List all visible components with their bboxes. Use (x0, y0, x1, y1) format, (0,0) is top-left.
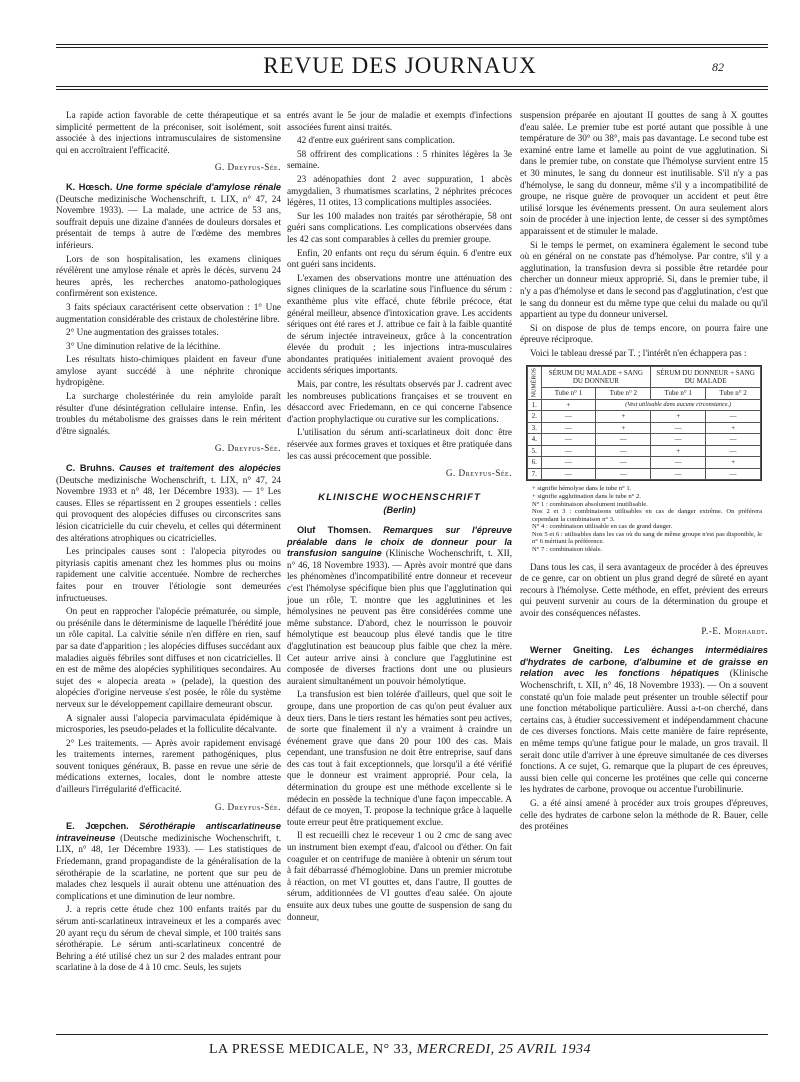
paragraph: Sur les 100 malades non traités par sérothérapie, 58 ont guéri sans complications. Les complications observées dans les 42 cas sont comparables à celles du premier groupe. (287, 210, 512, 244)
article-bruhns (56, 463, 281, 544)
paragraph: Les principales causes sont : l'alopecia pityrodes ou pityriasis capitis amenant chez les hommes plus ou moins rapidement une calvitie accentuée. Nombre de recherches faites pour en trouver l'étiologie sont demeurées infructueuses. (56, 546, 281, 603)
signature: G. Dreyfus-Sée. (214, 443, 281, 454)
footer-date: MERCREDI, 25 AVRIL 1934 (416, 1042, 592, 1057)
table-cell: + (706, 457, 761, 469)
article-reference: (Klinische Wochenschrift, t. XII, n° 46, 18 Novembre 1933). — Après avoir montré que dans les phénomènes d'incompatibilité entre donneur et receveur c'est l'hémolyse spécifique bien plus que l'agglutination qui joue un rôle, T. montre que les agglutinines et les hémolysines ne peuvent pas être considérées comme une même substance. D'abord, chez le nourrisson le pouvoir hémolytique est beaucoup plus élevé tandis que le titre d'agglutination est beaucoup plus faible que chez la mère. Cet auteur arrive ainsi à conclure que l'agglutinine est composée de diverses fractions dont une ou plusieurs auraient simultanément un pouvoir hémolytique. (287, 548, 512, 686)
paragraph: Dans tous les cas, il sera avantageux de procéder à des épreuves de ce genre, car on obtient un plus grand degré de sûreté en ayant recours à l'hémolyse. Cette méthode, en effet, prévient des erreurs qui peuvent survenir au cours de la détermination du groupe et avoir des conséquences néfastes. (520, 561, 768, 619)
column-3 (520, 110, 768, 835)
table-header-group-1: SÉRUM DU MALADE + SANG DU DONNEUR (541, 367, 651, 388)
header-rule-top (56, 44, 768, 45)
table-row (528, 399, 761, 411)
article-reference: (Deutsche medizinische Wochenschrift, t. LIX, n° 47, 24 Novembre 1933). — La malade, une actrice de 53 ans, souffrait depuis une dizaine d'années de douleurs dorsales et présentait de temps à autre de l'œdème des membres inférieurs. (56, 193, 281, 250)
legend-line: N° 7 : combinaison idéale. (532, 546, 603, 554)
table-cell: 2. (528, 411, 542, 423)
table-cell: — (651, 422, 706, 434)
article-gneiting (520, 645, 768, 796)
table-cell: — (706, 445, 761, 457)
table-cell: — (651, 434, 706, 446)
table-cell: + (596, 411, 651, 423)
table-cell: — (706, 468, 761, 480)
header-rule-top-2 (56, 47, 768, 48)
table-cell: + (706, 422, 761, 434)
table-cell: 1. (528, 399, 542, 411)
table-cell: — (541, 411, 596, 423)
table-cell: + (541, 399, 596, 411)
paragraph: La surcharge cholestérinée du rein amyloïde paraît résulter d'une désintégration cellulaire intense. Enfin, les troubles du métabolisme des graisses dans le rein méritent d'être signalés. (56, 391, 281, 436)
table-cell: — (706, 434, 761, 446)
table-row (528, 434, 761, 446)
footer-rule (56, 1034, 768, 1035)
paragraph: On peut en rapprocher l'alopécie prématurée, ou simple, ou présénile dans le déterminisme de laquelle l'hérédité joue un rôle capital. La calvitie sénile n'en diffère en rien, sauf par sa date d'apparition ; les alopécies diffuses succédant aux maladies aiguës fébriles sont diffuses et non cicatricielles. Il en est de même des alopécies syphilitiques secondaires. Au sujet des « alopecia areata » (pelade), la question des alopécies d'origine nerveuse s'est posée, le rôle du système nerveux sur le développement capillaire demeurant obscur. (56, 606, 281, 709)
table-row (528, 468, 761, 480)
paragraph: 42 d'entre eux guérirent sans complication. (297, 135, 455, 146)
table-cell: + (651, 411, 706, 423)
paragraph: Les résultats histo-chimiques plaident en faveur d'une amylose ayant succédé à une néphrite chronique hydropigène. (56, 354, 281, 388)
table-cell: 4. (528, 434, 542, 446)
table-row (528, 457, 761, 469)
paragraph: Il est recueilli chez le receveur 1 ou 2 cmc de sang avec un instrument bien exempt d'eau, d'alcool ou d'éther. On fait coaguler et on centrifuge de manière à obtenir un sérum tout à fait débarrassé d'hémoglobine. Dans un premier microtube à réaction, on met VI gouttes et, dans l'autre, II gouttes de sérum, additionnées de VI gouttes d'eau salée. On ajoute ensuite aux deux tubes une goutte de suspension de sang du donneur, (287, 830, 512, 922)
table-cell: 5. (528, 445, 542, 457)
article-reference: (Klinische Wochenschrift, t. XII, n° 46, 18 Novembre 1933). — On a souvent constaté qu'un foie malade peut présenter un trouble sélectif pour une fonction métabolique particulière. Aussi a-t-on cherché, dans certains cas, à étudier successivement et indépendamment chacune de ces diverses fonctions. Mais cette manière de faire représente, en même temps qu'une fatigue pour le malade, un gros travail. Il serait donc utile d'arriver à une épreuve simultanée de ces diverses fonctions. A ce sujet, G. remarque que la plupart de ces épreuves, aussi bien celle qui concerne les protéines que celle qui concerne les hydrates de carbone, provoque ou accentue l'urobilinurie. (520, 668, 768, 795)
legend-line: Nos 2 et 3 : combinaisons utilisables en cas de danger extrême. On préférera cependant la combinaison n° 3. (532, 508, 762, 523)
paragraph: La transfusion est bien tolérée d'ailleurs, quel que soit le groupe, dans une proportion de cas qu'on peut évaluer aux deux tiers. Dans le tiers restant les hématies sont peu actives, de sorte que finalement il n'y a vraiment à craindre un événement grave que dans 20 pour 100 des cas. Mais cependant, une transfusion ne doit être entreprise, sauf dans des cas tout à fait exceptionnels, que lorsqu'il a été vérifié que le donneur est vraiment approprié. Pour cela, la détermination du groupe est une méthode excellente si le médecin en possède la technique d'une façon impeccable. A défaut de ce moyen, T. propose la technique grâce à laquelle toute erreur peut être pratiquement exclue. (287, 689, 512, 827)
table-cell: 7. (528, 468, 542, 480)
article-author: K. Hœsch. (66, 181, 113, 192)
article-title: Les échanges intermédiaires d'hydrates de carbone, d'albumine et de graisse en relation avec les fonctions hépatiques (520, 645, 768, 679)
table-cell: 6. (528, 457, 542, 469)
paragraph: La rapide action favorable de cette thérapeutique et sa simplicité permettent de la préconiser, soit isolément, soit associée à des injections intramusculaires de sistomensine qui en accroîtraient l'efficacité. (56, 110, 281, 155)
header-rule-bottom (56, 86, 768, 87)
paragraph: A signaler aussi l'alopecia parvimaculata épidémique à microspories, les pseudo-pelades et la folliculite décalvante. (56, 712, 281, 735)
article-title: Une forme spéciale d'amylose rénale (115, 181, 282, 192)
table-cell: — (541, 468, 596, 480)
article-reference: (Deutsche medizinische Wochenschrift, t. LIX, n° 47, 24 Novembre 1933 et n° 48, 1er Décembre 1933). — 1° Les causes. Elles se répartissent en 2 groupes essentiels : celles qui provoquent des alopécies diffuses ou circonscrites sans lésion cicatricielle du cuir chevelu, et celles qui déterminent des altérations atrophiques ou cicatricielles. (56, 474, 281, 543)
legend-line: Nos 5 et 6 : utilisables dans les cas où du sang de même groupe n'est pas disponible, le n° 6 méritant la préférence. (532, 530, 762, 546)
signature: G. Dreyfus-Sée. (214, 801, 281, 812)
table-cell: + (651, 445, 706, 457)
legend-line: N° 1 : combinaison absolument inutilisable. (532, 500, 648, 508)
table-cell: — (706, 411, 761, 423)
table-subheader: Tube n° 2 (596, 388, 651, 400)
paragraph: 2° Une augmentation des graisses totales. (66, 327, 219, 338)
article-thomsen (287, 525, 512, 687)
paragraph: Enfin, 20 enfants ont reçu du sérum équin. 6 d'entre eux ont guéri sans incidents. (287, 247, 512, 270)
paragraph: 23 adénopathies dont 2 avec suppuration, 1 abcès amygdalien, 3 rhumatismes scarlatins, 2 néphrites précoces légères, 11 otites, 13 complications multiples associées. (287, 173, 512, 208)
compatibility-table (526, 365, 762, 481)
paragraph: G. a été ainsi amené à procéder aux trois groupes d'épreuves, celle des hydrates de carbone selon la méthode de R. Bauer, celle des protéines (520, 797, 768, 832)
section-heading: KLINISCHE WOCHENSCHRIFT (318, 491, 481, 503)
paragraph: Si on dispose de plus de temps encore, on pourra faire une épreuve réciproque. (520, 322, 768, 345)
article-author: E. Jœpchen. (66, 821, 129, 832)
table-cell: — (541, 422, 596, 434)
article-reference: (Deutsche medizinische Wochenschrift, t. LIX, n° 48, 1er Décembre 1933). — Les statistiques de Friedemann, grand propagandiste de la généralisation de la sérothérapie de la scarlatine, ne portent que sur peu de malades chez lesquels il aurait obtenu une atténuation des complications et une diminution de leur nombre. (56, 832, 281, 901)
signature: P.-E. Morhardt. (701, 625, 768, 636)
table-row (528, 445, 761, 457)
article-title: Sérothérapie antiscarlatineuse intraveineuse (56, 821, 281, 843)
paragraph: Voici le tableau dressé par T. ; l'intérêt n'en échappera pas : (530, 347, 747, 358)
table-note: (Vest utilisable dans aucune circonstance.) (596, 399, 761, 411)
table-cell: — (651, 468, 706, 480)
section-subheading: (Berlin) (383, 505, 416, 516)
signature: G. Dreyfus-Sée. (445, 468, 512, 479)
column-1 (56, 110, 281, 976)
footer-journal: LA PRESSE MEDICALE, N° 33, (208, 1042, 413, 1057)
table-cell: — (651, 457, 706, 469)
table-cell: + (596, 422, 651, 434)
page-title: REVUE DES JOURNAUX (263, 53, 537, 78)
paragraph: 3 faits spéciaux caractérisent cette observation : 1° Une augmentation considérable des cristaux de cholestérine libre. (56, 301, 281, 324)
table-cell: — (596, 457, 651, 469)
article-author: Werner Gneiting. (530, 645, 613, 656)
article-title: Remarques sur l'épreuve préalable dans le choix de donneur pour la transfusion sanguine (287, 525, 513, 559)
table-subheader: Tube n° 1 (651, 388, 706, 400)
page-footer (0, 1042, 800, 1058)
table-row (528, 411, 761, 423)
table-header-group-2: SÉRUM DU DONNEUR + SANG DU MALADE (651, 367, 761, 388)
paragraph: 2° Les traitements. — Après avoir rapidement envisagé les traitements internes, rarement pathogéniques, plus souvent toniques généraux, B. passe en revue une série de médications externes, locales, dont le nombre atteste d'ailleurs l'irrégularité d'efficacité. (56, 737, 281, 795)
table-cell: 3. (528, 422, 542, 434)
paragraph: Mais, par contre, les résultats observés par J. cadrent avec les nombreuses publications françaises et se trouvent en désaccord avec Friedemann, en ce qui concerne l'absence d'action prophylactique ou curative sur les complications. (287, 379, 512, 424)
article-author: C. Bruhns. (66, 463, 115, 474)
paragraph: Lors de son hospitalisation, les examens cliniques révélèrent une amylose rénale et après le décès, survenu 24 heures après, les recherches anatomo-pathologiques confirmèrent son existence. (56, 253, 281, 299)
paragraph: 3° Une diminution relative de la lécithine. (66, 340, 221, 351)
legend-line: + signifie hémolyse dans le tube n° 1. (532, 485, 632, 493)
table-row (528, 422, 761, 434)
article-title: Causes et traitement des alopécies (119, 463, 281, 474)
table-subheader: Tube n° 1 (541, 388, 596, 400)
article-author: Oluf Thomsen. (297, 525, 372, 535)
column-2 (287, 110, 512, 925)
paragraph: 58 offrirent des complications : 5 rhinites légères la 3e semaine. (287, 148, 512, 171)
table-subheader: Tube n° 2 (706, 388, 761, 400)
table-cell: — (541, 457, 596, 469)
table-cell: — (541, 434, 596, 446)
paragraph: J. a repris cette étude chez 100 enfants traités par du sérum anti-scarlatineux intraveineux et les a comparés avec 20 ayant reçu du sérum de cheval simple, et 100 traités sans sérothérapie. Le sérum anti-scarlatineux concentré de Behring a été utilisé chez un sur 2 des malades entrant pour scarlatine à la dose de 4 à 10 cmc. Seuls, les sujets (56, 904, 281, 973)
table-cell: — (596, 434, 651, 446)
table-legend (532, 485, 762, 553)
page-number: 82 (712, 60, 724, 74)
article-joepchen (56, 821, 281, 902)
paragraph: Si le temps le permet, on examinera également le second tube où en général on ne constate pas d'hémolyse. Par contre, s'il y a agglutination, la transfusion devra si possible être retardée pour chercher un donneur mieux approprié. Si, dans le premier tube, il n'y a pas d'hémolyse et dans le second pas d'agglutination, c'est que le sang du donneur est du même type que celui du malade ou qu'il appartient au type du donneur universel. (520, 239, 768, 320)
table-header-numbers: NUMÉROS (528, 367, 542, 399)
paragraph: L'utilisation du sérum anti-scarlatineux doit donc être réservée aux formes graves et toxiques et être pratiquée dans les cas aussi précocement que possible. (287, 427, 512, 461)
signature: G. Dreyfus-Sée. (214, 162, 281, 173)
header-rule-bottom-2 (56, 89, 768, 90)
article-hoesch (56, 182, 281, 252)
table-cell: — (541, 445, 596, 457)
legend-line: + signifie agglutination dans le tube n° 2. (532, 492, 641, 500)
paragraph: suspension préparée en ajoutant II gouttes de sang à X gouttes d'eau salée. Le premier tube est porté autant que possible à une température de 30° ou 38°, mais pas davantage. Le second tube est examiné entre lame et lamelle au point de vue agglutination. Si dans le premier tube, on constate que l'hémolyse survient entre 15 et 30 minutes, le sang du donneur est inutilisable. S'il n'y a pas d'hémolyse, le sang du donneur, même s'il y a incompatibilité de groupe, ne risque guère de provoquer un accident et peut être utilisé lorsque les événements pressent. On aura seulement alors soin de procéder à une injection lente, de cesser si des symptômes apparaissent et de stimuler le malade. (520, 110, 768, 236)
legend-line: N° 4 : combinaison utilisable en cas de grand danger. (532, 523, 673, 531)
paragraph: L'examen des observations montre une atténuation des signes cliniques de la scarlatine sous l'influence du sérum : exanthème plus vite effacé, chute fébrile précoce, état général meilleur, absence d'intoxication grave. Les accidents sériques ont été rares et J. attribue ce fait à la faible quantité de sérum injectée intraveineux, grâce à la concentration élevée du produit ; les injections intra-musculaires abondantes pratiquées initialement avaient provoqué des accidents sériques importants. (287, 272, 512, 376)
paragraph: entrés avant le 5e jour de maladie et exempts d'infections associées furent ainsi traités. (287, 110, 512, 132)
table-cell: — (596, 468, 651, 480)
table-cell: — (596, 445, 651, 457)
